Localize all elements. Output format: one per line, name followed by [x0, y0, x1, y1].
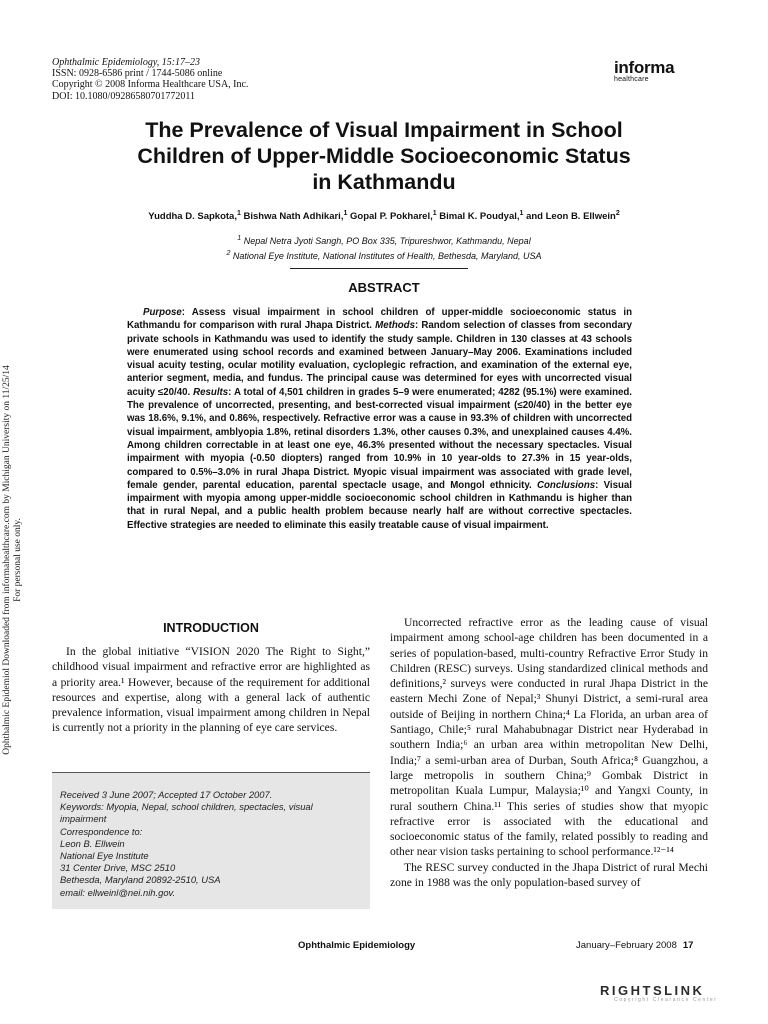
logo-subtitle: healthcare — [614, 76, 649, 83]
author: Bimal K. Poudyal,$^1$ — [439, 210, 524, 223]
author-list — [60, 210, 708, 222]
author: Yuddha D. Sapkota,$^1$ — [148, 210, 241, 223]
rightslink-logo: RIGHTSLINK Copyright Clearance Center — [600, 983, 718, 1003]
affiliation: $^1$ Nepal Netra Jyoti Sangh, PO Box 335, Tripureshwor, Kathmandu, Nepal — [237, 235, 531, 246]
paragraph: The RESC survey conducted in the Jhapa District of rural Mechi zone in 1988 was the only population-based survey of — [390, 860, 708, 890]
introduction-text — [52, 644, 370, 736]
journal-metadata — [52, 57, 248, 102]
author: Gopal P. Pokharel,$^1$ — [350, 210, 437, 223]
publisher-logo — [614, 58, 674, 83]
paragraph: In the global initiative “VISION 2020 The Right to Sight,” childhood visual impairment and refractive error are highlighted as a priority area.¹ However, because of the requirement for additional resources and expertise, along with a general lack of authentic prevalence information, visual impairment among children in Nepal is currently not a priority in the planning of eye care services. — [52, 645, 370, 735]
article-info-box — [52, 772, 370, 909]
divider — [290, 268, 468, 269]
footer-journal-name: Ophthalmic Epidemiology — [298, 940, 416, 951]
abstract-heading: ABSTRACT — [348, 280, 420, 295]
introduction-heading: INTRODUCTION — [163, 621, 259, 635]
abstract-body: Purpose: Assess visual impairment in school children of upper-middle socioeconomic status in Kathmandu for comparison with rural Jhapa District. Methods: Random selection of classes from secondary private schools in Kathmandu was used to identify the study sample. Children in 130 classes at 43 schools were enumerated using school records and examined between January–May 2006. Examinations included visual acuity testing, ocular motility evaluation, cycloplegic refraction, and examination of the external eye, anterior segment, media, and fundus. The principal cause was determined for eyes with uncorrected visual acuity ≤20/40. Results: A total of 4,501 children in grades 5–9 were enumerated; 4282 (95.1%) were examined. The prevalence of uncorrected, presenting, and best-corrected visual impairment (≤20/40) in the better eye was 18.6%, 9.1%, and 0.86%, respectively. Refractive error was a cause in 93.3% of children with uncorrected visual impairment, amblyopia 1.8%, retinal disorders 1.3%, other causes 0.3%, and unexplained causes 4.4%. Among children correctable in at least one eye, 46.3% presented without the necessary spectacles. Visual impairment with myopia (-0.50 diopters) ranged from 10.9% in 10 year-olds to 27.3% in 15 year-olds, compared to 0.5%–3.0% in rural Jhapa District. Myopic visual impairment was associated with grade level, female gender, parental education, parental spectacle usage, and Mongol ethnicity. Conclusions: Visual impairment with myopia among upper-middle socioeconomic school children in Kathmandu is higher than that in rural Nepal, and a public health problem because nearly half are without corrective spectacles. Effective strategies are needed to eliminate this easily treatable cause of visual impairment. — [127, 307, 633, 531]
body-right-column — [390, 615, 708, 890]
logo-brand: informa — [614, 58, 675, 77]
paragraph: Uncorrected refractive error as the leading cause of visual impairment among school-age children has been documented in a series of population-based, multi-country Refractive Error Study in Children (RESC) surveys. Using standardized clinical methods and definitions,² surveys were conducted in rural Jhapa District in the eastern Mechi Zone of Nepal;³ Shunyi District, a semi-rural area outside of Beijing in northern China;⁴ La Florida, an urban area of Santiago, Chile;⁵ rural Mahabubnagar District near Hyderabad in southern India;⁶ an urban area within metropolitan New Delhi, India;⁷ a semi-urban area of Durban, South Africa;⁸ Guangzhou, a large metropolis in southern China;⁹ Gombak District in metropolitan Kuala Lumpur, Malaysia;¹⁰ and Yangxi County, in rural southern China.¹¹ This series of studies show that myopic refractive error is associated with the educational and socioeconomic status of the family, related possibly to reading and other near vision tasks pertaining to school performance.¹²⁻¹⁴ — [390, 616, 708, 859]
footer-date: January–February 2008 17 — [576, 940, 694, 951]
download-watermark: Ophthalmic Epidemiol Downloaded from informahealthcare.com by Michigan University on 11/25/14 For personal use only. — [2, 365, 23, 755]
journal-citation: Ophthalmic Epidemiology, 15:17–23 — [52, 57, 201, 68]
issn-line: ISSN: 0928-6586 print / 1744-5086 online — [52, 68, 223, 80]
author: and Leon B. Ellwein$^2$ — [526, 210, 620, 223]
affiliation: $^2$ National Eye Institute, National Institutes of Health, Bethesda, Maryland, USA — [226, 249, 542, 261]
article-info-text: Received 3 June 2007; Accepted 17 October 2007. Keywords: Myopia, Nepal, school children, spectacles, visual impairment Correspondence to: Leon B. Ellwein National Eye Institute 31 Center Drive, MSC 2510 Bethesda, Maryland 20892-2510, USA email: ellweinl@nei.nih.gov. — [60, 789, 313, 898]
doi-line: DOI: 10.1080/09286580701772011 — [52, 90, 195, 102]
copyright-line: Copyright © 2008 Informa Healthcare USA, Inc. — [52, 79, 249, 91]
author: Bishwa Nath Adhikari,$^1$ — [243, 210, 348, 223]
page-number: 17 — [682, 940, 694, 951]
article-title: The Prevalence of Visual Impairment in School Children of Upper-Middle Socioeconomic Status in Kathmandu — [137, 118, 631, 194]
affiliations — [60, 233, 708, 262]
